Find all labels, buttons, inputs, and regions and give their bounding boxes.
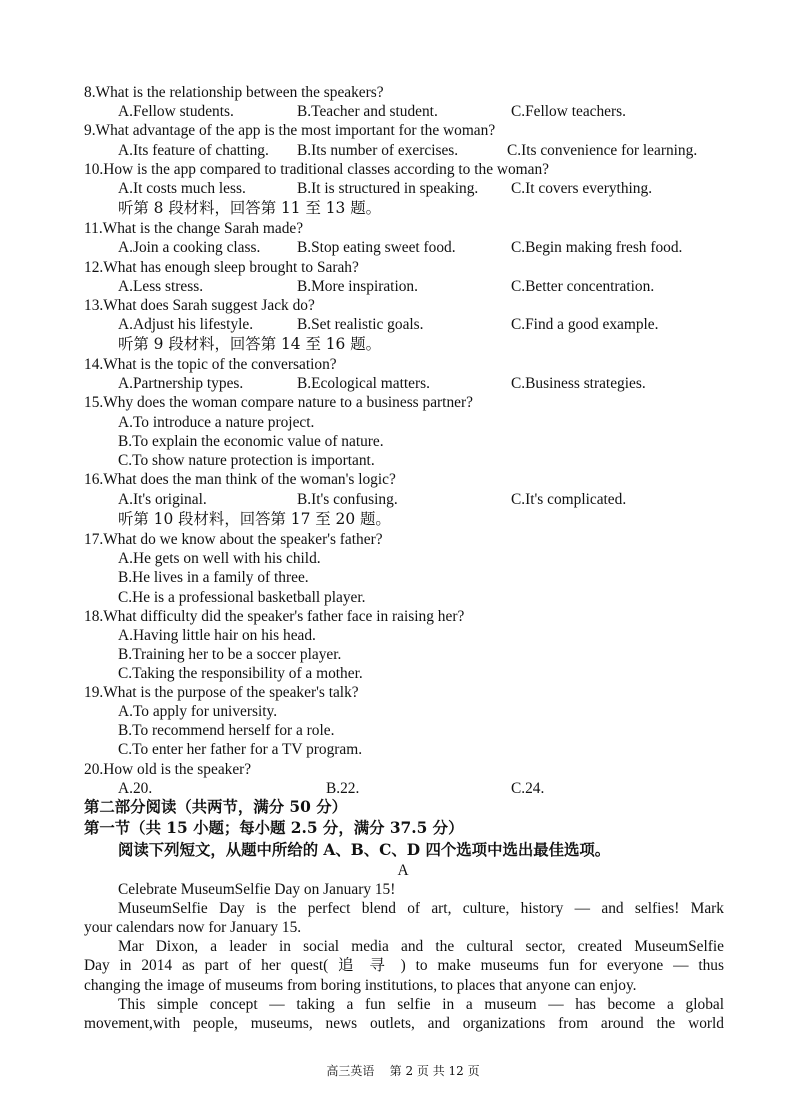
question-18 — [0, 607, 464, 626]
question-text: What difficulty did the speaker's father face in raising her? — [103, 608, 465, 625]
question-number: 11. — [84, 220, 103, 237]
paragraph-2-line-1: Mar Dixon, a leader in social media and the cultural sector, created MuseumSelfie — [118, 938, 724, 955]
option-b: B.More inspiration. — [297, 278, 418, 295]
question-12 — [0, 258, 359, 277]
options-14 — [0, 374, 806, 393]
question-10 — [0, 160, 549, 179]
question-text: What does the man think of the woman's logic? — [103, 471, 396, 488]
segment-8-instruction: 听第 8 段材料，回答第 11 至 13 题。 — [118, 199, 382, 217]
question-text: What has enough sleep brought to Sarah? — [103, 259, 359, 276]
option-b: B.Training her to be a soccer player. — [118, 646, 342, 663]
option-b: B.Stop eating sweet food. — [297, 239, 456, 256]
paragraph-2-line-2: Day in 2014 as part of her quest( 追 寻 ) to make museums fun for everyone — thus — [84, 957, 724, 974]
question-text: What do we know about the speaker's father? — [103, 531, 383, 548]
passage-label: A — [397, 862, 409, 879]
question-15 — [0, 393, 473, 412]
options-10 — [0, 179, 806, 198]
option-a: A.Less stress. — [118, 278, 204, 295]
option-a: A.He gets on well with his child. — [118, 550, 321, 567]
question-number: 9. — [84, 122, 96, 139]
question-text: How is the app compared to traditional classes according to the woman? — [103, 161, 550, 178]
paragraph-1-line-2: your calendars now for January 15. — [84, 919, 302, 936]
section1-title: 第一节（共 15 小题；每小题 2.5 分，满分 37.5 分） — [84, 819, 464, 837]
question-number: 18. — [84, 608, 104, 625]
question-number: 14. — [84, 356, 104, 373]
question-13 — [0, 296, 315, 315]
option-c: C.To show nature protection is important. — [118, 452, 375, 469]
question-text: What advantage of the app is the most important for the woman? — [95, 122, 496, 139]
question-number: 15. — [84, 394, 104, 411]
option-a: A.Fellow students. — [118, 103, 234, 120]
option-a: A.Join a cooking class. — [118, 239, 261, 256]
option-c: C.It covers everything. — [511, 180, 653, 197]
option-a: A.It costs much less. — [118, 180, 246, 197]
option-a: A.20. — [118, 780, 153, 797]
options-13 — [0, 315, 806, 334]
question-text: Why does the woman compare nature to a business partner? — [103, 394, 473, 411]
option-a: A.To apply for university. — [118, 703, 278, 720]
option-c: C.Taking the responsibility of a mother. — [118, 665, 363, 682]
question-number: 17. — [84, 531, 104, 548]
question-text: What does Sarah suggest Jack do? — [103, 297, 315, 314]
question-19 — [0, 683, 359, 702]
reading-directions: 阅读下列短文，从题中所给的 A、B、C、D 四个选项中选出最佳选项。 — [118, 841, 611, 859]
option-b: B.22. — [326, 780, 360, 797]
option-b: B.To explain the economic value of nature. — [118, 433, 384, 450]
paragraph-2-line-3: changing the image of museums from boring institutions, to places that anyone can enjoy. — [84, 977, 637, 994]
paragraph-3-line-2: movement,with people, museums, news outlets, and organizations from around the world — [84, 1015, 724, 1032]
question-text: What is the topic of the conversation? — [103, 356, 337, 373]
question-number: 12. — [84, 259, 104, 276]
options-9 — [0, 141, 806, 160]
option-c: C.It's complicated. — [511, 491, 627, 508]
question-number: 16. — [84, 471, 104, 488]
option-b: B.Its number of exercises. — [297, 142, 459, 159]
options-8 — [0, 102, 806, 121]
question-number: 10. — [84, 161, 104, 178]
question-8 — [0, 83, 384, 102]
passage-title: Celebrate MuseumSelfie Day on January 15! — [118, 881, 396, 898]
options-16 — [0, 490, 806, 509]
question-number: 19. — [84, 684, 104, 701]
options-11 — [0, 238, 806, 257]
segment-9-instruction: 听第 9 段材料，回答第 14 至 16 题。 — [118, 335, 382, 353]
option-c: C.He is a professional basketball player. — [118, 589, 366, 606]
question-17 — [0, 530, 383, 549]
question-number: 20. — [84, 761, 104, 778]
question-number: 13. — [84, 297, 104, 314]
option-c: C.Better concentration. — [511, 278, 655, 295]
question-text: How old is the speaker? — [103, 761, 252, 778]
option-c: C.Its convenience for learning. — [507, 142, 698, 159]
option-c: C.24. — [511, 780, 545, 797]
option-b: B.Set realistic goals. — [297, 316, 424, 333]
option-b: B.It's confusing. — [297, 491, 398, 508]
page-footer: 高三英语 第 2 页 共 12 页 — [326, 1064, 480, 1078]
option-b: B.He lives in a family of three. — [118, 569, 309, 586]
segment-10-instruction: 听第 10 段材料，回答第 17 至 20 题。 — [118, 510, 391, 528]
question-11 — [0, 219, 303, 238]
options-12 — [0, 277, 806, 296]
option-b: B.Teacher and student. — [297, 103, 438, 120]
option-c: C.Fellow teachers. — [511, 103, 626, 120]
question-text: What is the change Sarah made? — [102, 220, 304, 237]
option-c: C.Begin making fresh food. — [511, 239, 683, 256]
paragraph-3-line-1: This simple concept — taking a fun selfie in a museum — has become a global — [118, 996, 724, 1013]
part2-title: 第二部分阅读（共两节，满分 50 分） — [84, 798, 347, 816]
question-number: 8. — [84, 84, 96, 101]
option-b: B.To recommend herself for a role. — [118, 722, 335, 739]
question-9 — [0, 121, 495, 140]
question-text: What is the relationship between the speakers? — [95, 84, 384, 101]
option-a: A.It's original. — [118, 491, 207, 508]
question-20 — [0, 760, 251, 779]
option-a: A.Its feature of chatting. — [118, 142, 269, 159]
question-text: What is the purpose of the speaker's talk? — [103, 684, 359, 701]
option-a: A.Having little hair on his head. — [118, 627, 316, 644]
option-a: A.To introduce a nature project. — [118, 414, 315, 431]
option-a: A.Adjust his lifestyle. — [118, 316, 254, 333]
question-14 — [0, 355, 337, 374]
option-a: A.Partnership types. — [118, 375, 244, 392]
option-c: C.Find a good example. — [511, 316, 659, 333]
option-c: C.To enter her father for a TV program. — [118, 741, 363, 758]
option-b: B.Ecological matters. — [297, 375, 430, 392]
question-16 — [0, 470, 396, 489]
option-b: B.It is structured in speaking. — [297, 180, 479, 197]
option-c: C.Business strategies. — [511, 375, 646, 392]
options-20 — [0, 779, 806, 798]
paragraph-1-line-1: MuseumSelfie Day is the perfect blend of art, culture, history — and selfies! Mark — [118, 900, 724, 917]
